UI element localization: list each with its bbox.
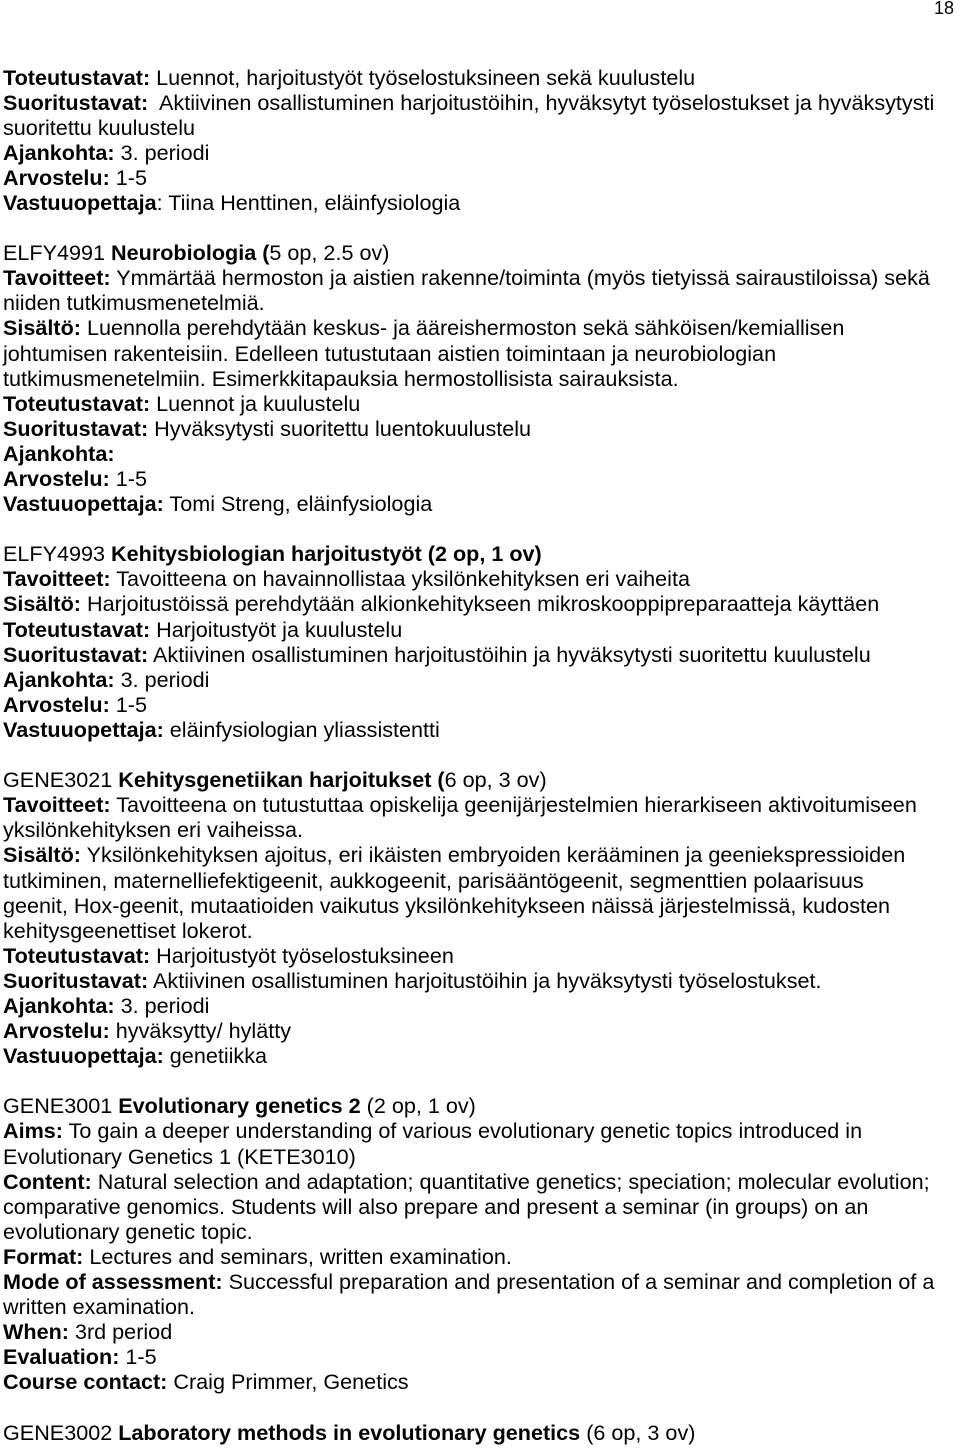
field-label: Arvostelu:	[3, 691, 110, 717]
field-value: 3. periodi	[114, 666, 210, 692]
course-title: Laboratory methods in evolutionary genetics	[118, 1419, 581, 1445]
field-label: Vastuuopettaja:	[3, 491, 164, 517]
text-line	[3, 968, 955, 993]
course-heading	[3, 767, 955, 792]
field-value: 1-5	[109, 164, 148, 190]
field-value: Harjoitustyöt ja kuulustelu	[150, 616, 403, 642]
field-value: Luennot ja kuulustelu	[150, 390, 361, 416]
field-label: Vastuuopettaja:	[3, 716, 164, 742]
text-line	[3, 115, 955, 140]
course-code: GENE3001	[3, 1093, 119, 1119]
field-value: Craig Primmer, Genetics	[167, 1369, 409, 1395]
field-value: 3. periodi	[114, 139, 210, 165]
course-credits: (2 op, 1 ov)	[360, 1093, 476, 1119]
field-label: Mode of assessment:	[3, 1269, 223, 1294]
field-label: Tavoitteet:	[3, 792, 111, 818]
continuation-text: evolutionary genetic topic.	[3, 1218, 253, 1244]
field-label: Toteutustavat:	[3, 64, 151, 90]
field-label: Arvostelu:	[3, 466, 110, 491]
text-line	[3, 1043, 955, 1068]
text-line	[3, 1319, 955, 1344]
field-label: Suoritustavat:	[3, 89, 149, 115]
text-line	[3, 566, 955, 591]
field-value: Harjoitustöissä perehdytään alkionkehitykseen mikroskooppipreparaatteja käyttäen	[81, 591, 880, 617]
text-line	[3, 1144, 955, 1169]
continuation-text: kehitysgeenettiset lokerot.	[3, 917, 253, 943]
continuation-text: Evolutionary Genetics 1 (KETE3010)	[3, 1143, 356, 1169]
text-line	[3, 165, 955, 190]
field-value: 1-5	[109, 466, 148, 491]
continuation-text: niiden tutkimusmenetelmiä.	[3, 290, 265, 316]
field-label: Suoritustavat:	[3, 415, 149, 441]
field-label: Arvostelu:	[3, 1018, 110, 1044]
field-value: To gain a deeper understanding of various evolutionary genetic topics introduced in	[63, 1118, 863, 1144]
course-code: ELFY4993	[3, 541, 112, 567]
course-section	[3, 767, 955, 1068]
course-heading	[3, 541, 955, 566]
text-line	[3, 692, 955, 717]
field-label: Vastuuopettaja:	[3, 1043, 164, 1069]
text-line	[3, 190, 955, 215]
text-line	[3, 65, 955, 90]
course-section	[3, 240, 955, 516]
field-value: Harjoitustyöt työselostuksineen	[150, 942, 454, 968]
text-line	[3, 792, 955, 817]
course-section	[3, 1420, 955, 1445]
course-code: ELFY4991	[3, 240, 112, 266]
continuation-text: geenit, Hox-geenit, mutaatioiden vaikutus yksilönkehitykseen näissä järjestelmissä, kudosten	[3, 892, 891, 918]
course-heading	[3, 240, 955, 265]
field-label: Ajankohta:	[3, 139, 115, 165]
field-value: 3rd period	[68, 1319, 173, 1345]
field-label: Sisältö:	[3, 315, 81, 341]
field-label: Ajankohta:	[3, 992, 115, 1018]
field-label: Tavoitteet:	[3, 566, 111, 592]
field-value: Luennolla perehdytään keskus- ja ääreishermoston sekä sähköisen/kemiallisen	[81, 315, 845, 341]
continuation-text: suoritettu kuulustelu	[3, 114, 196, 140]
field-value: Yksilönkehityksen ajoitus, eri ikäisten embryoiden kerääminen ja geeniekspressioiden	[81, 842, 906, 868]
text-line	[3, 391, 955, 416]
course-heading	[3, 1093, 955, 1118]
course-section	[3, 1093, 955, 1394]
text-line	[3, 491, 955, 516]
course-section	[3, 541, 955, 742]
field-value: 3. periodi	[114, 992, 210, 1018]
field-value: Tomi Streng, eläinfysiologia	[163, 491, 433, 517]
continuation-text: tutkiminen, maternelliefektigeenit, aukkogeenit, parisääntögeenit, segmenttien polaarisuus	[3, 867, 864, 893]
field-value: Tavoitteena on tutustuttaa opiskelija geenijärjestelmien hierarkiseen aktivoitumiseen	[110, 792, 917, 818]
text-line	[3, 591, 955, 616]
text-line	[3, 1169, 955, 1194]
text-line	[3, 943, 955, 968]
field-label: Evaluation:	[3, 1344, 120, 1370]
field-label: Toteutustavat:	[3, 942, 151, 968]
course-descriptions	[3, 65, 955, 1445]
field-value: Successful preparation and presentation of a seminar and completion of a	[222, 1269, 935, 1294]
field-value: Luennot, harjoitustyöt työselostuksineen sekä kuulustelu	[150, 64, 696, 90]
field-value: 1-5	[119, 1344, 157, 1370]
course-section-continued	[3, 65, 955, 216]
field-value: Natural selection and adaptation; quantitative genetics; speciation; molecular evolution;	[91, 1168, 930, 1194]
text-line	[3, 1244, 955, 1269]
course-title: Evolutionary genetics 2	[118, 1093, 361, 1119]
page-number: 18	[933, 0, 954, 18]
field-value: : Tiina Henttinen, eläinfysiologia	[156, 189, 461, 215]
text-line	[3, 466, 955, 491]
text-line	[3, 1018, 955, 1043]
field-value: 1-5	[109, 691, 148, 717]
course-credits: (6 op, 3 ov)	[580, 1419, 696, 1445]
field-label: Ajankohta:	[3, 440, 115, 466]
text-line	[3, 667, 955, 692]
text-line	[3, 290, 955, 315]
text-line	[3, 1194, 955, 1219]
text-line	[3, 416, 955, 441]
field-label: Suoritustavat:	[3, 967, 149, 993]
text-line	[3, 90, 955, 115]
text-line	[3, 1369, 955, 1394]
field-label: Toteutustavat:	[3, 390, 151, 416]
continuation-text: tutkimusmenetelmiin. Esimerkkitapauksia hermostollisista sairauksista.	[3, 365, 679, 391]
field-label: Toteutustavat:	[3, 616, 151, 642]
text-line	[3, 1219, 955, 1244]
text-line	[3, 993, 955, 1018]
field-label: Sisältö:	[3, 842, 81, 868]
text-line	[3, 1269, 955, 1294]
course-heading	[3, 1420, 955, 1445]
continuation-text: written examination.	[3, 1294, 196, 1320]
field-label: Arvostelu:	[3, 164, 110, 190]
course-credits: 6 op, 3 ov)	[444, 767, 547, 793]
text-line	[3, 1294, 955, 1319]
text-line	[3, 617, 955, 642]
field-value: Aktiivinen osallistuminen harjoitustöihin, hyväksytyt työselostukset ja hyväksytysti	[148, 89, 935, 115]
text-line	[3, 366, 955, 391]
text-line	[3, 918, 955, 943]
course-title: Kehitysbiologian harjoitustyöt (2 op, 1 ov)	[111, 541, 542, 567]
field-value: Lectures and seminars, written examination.	[83, 1243, 512, 1269]
text-line	[3, 140, 955, 165]
text-line	[3, 341, 955, 366]
field-label: Content:	[3, 1168, 92, 1194]
field-label: Suoritustavat:	[3, 641, 149, 667]
field-label: When:	[3, 1319, 69, 1345]
field-label: Format:	[3, 1243, 84, 1269]
field-value: Hyväksytysti suoritettu luentokuulustelu	[148, 415, 532, 441]
text-line	[3, 265, 955, 290]
course-code: GENE3021	[3, 767, 119, 793]
text-line	[3, 868, 955, 893]
continuation-text: yksilönkehityksen eri vaiheissa.	[3, 817, 304, 843]
field-value: Tavoitteena on havainnollistaa yksilönkehityksen eri vaiheita	[110, 566, 690, 592]
course-title: Neurobiologia (	[111, 240, 270, 266]
field-label: Ajankohta:	[3, 666, 115, 692]
continuation-text: comparative genomics. Students will also prepare and present a seminar (in groups) on an	[3, 1193, 869, 1219]
text-line	[3, 1118, 955, 1143]
text-line	[3, 717, 955, 742]
text-line	[3, 893, 955, 918]
course-credits: 5 op, 2.5 ov)	[269, 240, 390, 266]
field-label: Vastuuopettaja	[3, 189, 157, 215]
course-code: GENE3002	[3, 1419, 119, 1445]
field-label: Sisältö:	[3, 591, 81, 617]
text-line	[3, 642, 955, 667]
field-label: Aims:	[3, 1118, 63, 1144]
field-value: Ymmärtää hermoston ja aistien rakenne/toiminta (myös tietyissä sairaustiloissa) sekä	[110, 265, 930, 291]
field-value: eläinfysiologian yliassistentti	[163, 716, 440, 742]
text-line	[3, 441, 955, 466]
field-value: Aktiivinen osallistuminen harjoitustöihin ja hyväksytysti suoritettu kuulustelu	[148, 641, 871, 667]
text-line	[3, 842, 955, 867]
field-value: hyväksytty/ hylätty	[109, 1018, 292, 1044]
course-title: Kehitysgenetiikan harjoitukset (	[118, 767, 445, 793]
field-label: Course contact:	[3, 1369, 168, 1395]
text-line	[3, 817, 955, 842]
field-value: Aktiivinen osallistuminen harjoitustöihin ja hyväksytysti työselostukset.	[148, 967, 822, 993]
field-label: Tavoitteet:	[3, 265, 111, 291]
text-line	[3, 315, 955, 340]
continuation-text: johtumisen rakenteisiin. Edelleen tutustutaan aistien toimintaan ja neurobiologian	[3, 340, 777, 366]
field-value: genetiikka	[163, 1043, 268, 1069]
text-line	[3, 1344, 955, 1369]
